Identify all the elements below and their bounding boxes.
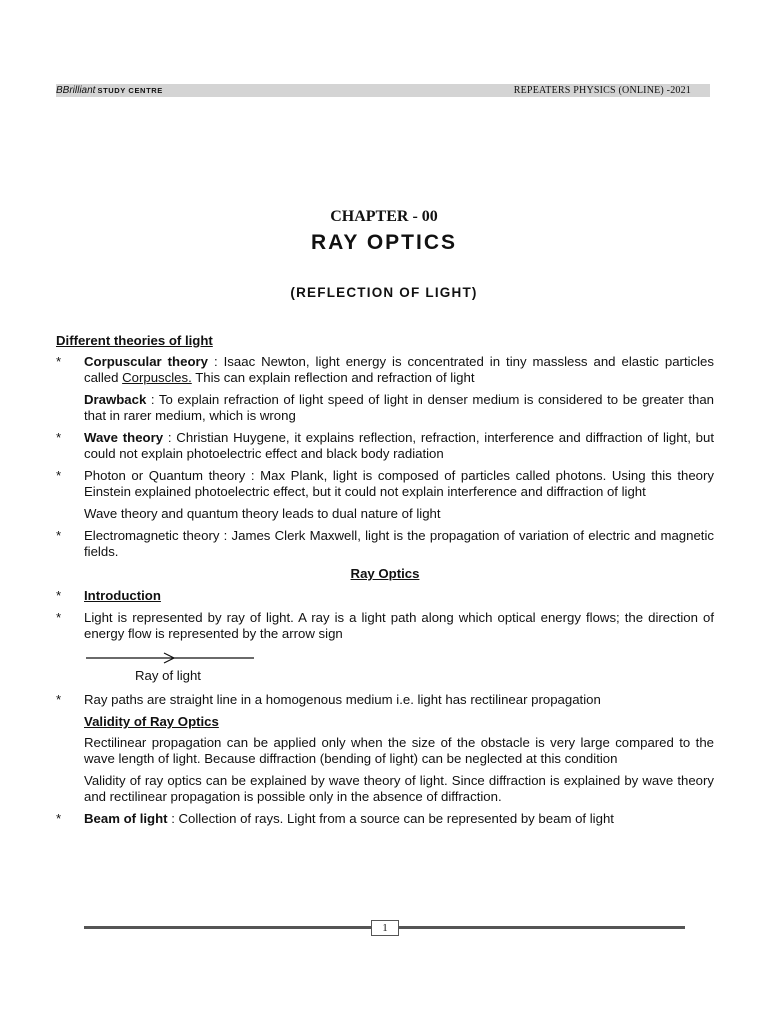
term-corpuscular: Corpuscular theory <box>84 354 208 369</box>
text-beam: : Collection of rays. Light from a source can be represented by beam of light <box>167 811 614 826</box>
bullet-star: * <box>56 354 62 369</box>
bullet-star: * <box>56 468 62 483</box>
document-body <box>56 333 714 833</box>
list-item-corpuscular <box>56 354 714 386</box>
list-item-straight-line <box>56 692 714 708</box>
paragraph-drawback <box>56 392 714 424</box>
paragraph-validity-2: Validity of ray optics can be explained by wave theory of light. Since diffraction is explained by wave theory and rectilinear propagation is possible only in the absence of diffraction. <box>84 773 714 804</box>
term-wave: Wave theory <box>84 430 164 445</box>
section-heading-ray-optics: Ray Optics <box>350 566 420 581</box>
ray-arrow-icon <box>84 648 264 668</box>
list-item-ray-definition <box>56 610 714 642</box>
brand-tagline: STUDY CENTRE <box>97 86 163 95</box>
chapter-number: CHAPTER - 00 <box>330 208 438 225</box>
paragraph-validity-1: Rectilinear propagation can be applied only when the size of the obstacle is very large compared to the wave length of light. Because diffraction (bending of light) can be neglected at this condition <box>84 735 714 766</box>
course-title: REPEATERS PHYSICS (ONLINE) -2021 <box>513 85 691 96</box>
list-item-introduction <box>56 588 714 604</box>
text-drawback: : To explain refraction of light speed of light in denser medium is considered to be greater than that in rarer medium, which is wrong <box>84 392 714 423</box>
text-straight-line: Ray paths are straight line in a homogenous medium i.e. light has rectilinear propagation <box>84 692 601 707</box>
text-wave: : Christian Huygene, it explains reflection, refraction, interference and diffraction of light, but could not explain photoelectric effect and black body radiation <box>84 430 714 461</box>
section-heading-theories: Different theories of light <box>56 333 213 348</box>
text-corpuscular-2: This can explain reflection and refraction of light <box>191 370 475 385</box>
paragraph-dual-nature: Wave theory and quantum theory leads to dual nature of light <box>84 506 441 521</box>
list-item-beam <box>56 811 714 827</box>
page-title: RAY OPTICS <box>310 231 458 254</box>
bullet-star: * <box>56 528 62 543</box>
bullet-star: * <box>56 811 62 826</box>
text-corpuscular-1: : Isaac Newton, light energy is concentrated in tiny massless and elastic particles called <box>84 354 714 385</box>
ray-diagram <box>84 648 714 692</box>
bullet-star: * <box>56 430 62 445</box>
list-item-wave <box>56 430 714 462</box>
text-photon: Photon or Quantum theory : Max Plank, light is composed of particles called photons. Using this theory Einstein explained photoelectric effect, but it could not explain interference and diffraction of light <box>84 468 714 499</box>
page-number: 1 <box>371 920 399 936</box>
term-beam: Beam of light <box>84 811 168 826</box>
text-electromagnetic: Electromagnetic theory : James Clerk Maxwell, light is the propagation of variation of electric and magnetic fields. <box>84 528 714 559</box>
list-item-photon <box>56 468 714 500</box>
bullet-star: * <box>56 692 62 707</box>
list-item-electromagnetic <box>56 528 714 560</box>
text-ray-definition: Light is represented by ray of light. A ray is a light path along which optical energy flows; the direction of energy flow is represented by the arrow sign <box>84 610 714 641</box>
bullet-star: * <box>56 610 62 625</box>
heading-introduction: Introduction <box>84 588 161 603</box>
heading-validity: Validity of Ray Optics <box>84 714 219 729</box>
brand-logo <box>56 85 163 96</box>
brand-name: BBrilliant <box>56 85 96 96</box>
page-subtitle: (REFLECTION OF LIGHT) <box>290 285 478 300</box>
term-corpuscles: Corpuscles. <box>122 370 192 385</box>
term-drawback: Drawback <box>84 392 147 407</box>
ray-label: Ray of light <box>135 668 201 683</box>
bullet-star: * <box>56 588 62 603</box>
